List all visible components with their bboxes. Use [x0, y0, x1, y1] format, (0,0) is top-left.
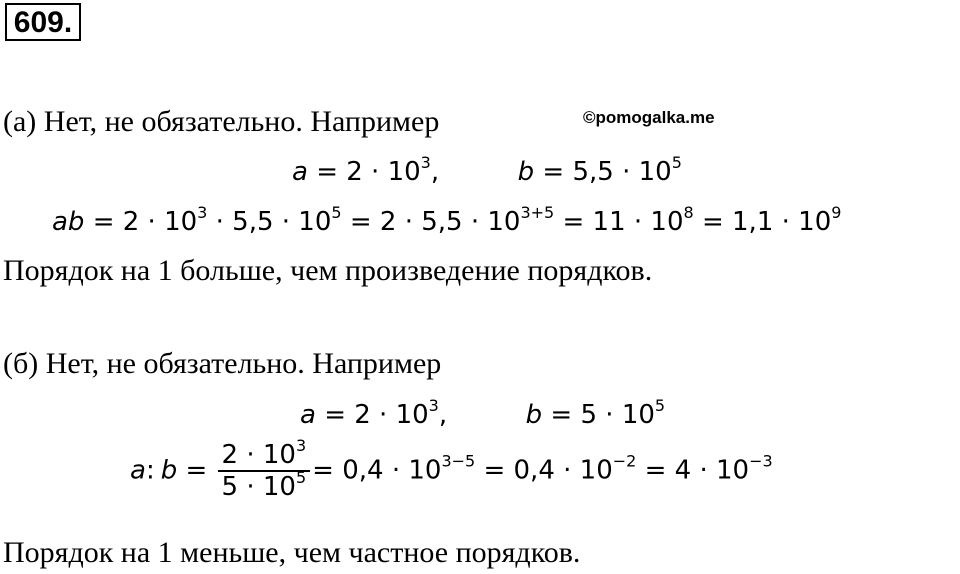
part-b-given-b-exponent: 5: [654, 396, 666, 415]
part-b-frac-num-exponent: 3: [295, 436, 307, 455]
part-b-fraction-denominator: [218, 470, 311, 502]
part-a-calc-exp-4: 8: [683, 203, 694, 222]
part-b-calc-exp-2: −2: [612, 451, 637, 471]
part-b-given: [300, 398, 665, 432]
part-a-conclusion: Порядок на 1 больше, чем произведение порядков.: [3, 254, 653, 287]
part-b-calc-step-2: = 0,4 · 10: [475, 455, 613, 486]
part-a-given-b-var: b: [517, 157, 535, 187]
part-b-calc-colon: :: [145, 455, 155, 486]
part-b-given-a-var: a: [300, 400, 316, 430]
part-b-frac-den-exponent: 5: [295, 468, 307, 487]
part-b-given-a-exponent: 3: [428, 396, 439, 415]
part-a-calc-exp-5: 9: [831, 203, 842, 222]
part-a-calc-exp-3: 3+5: [520, 203, 555, 222]
problem-number: 609.: [13, 6, 73, 39]
part-a-given-a-var: a: [292, 157, 308, 187]
part-b-given-a-value: = 2 · 10: [315, 400, 429, 430]
part-a-given: [292, 155, 682, 189]
part-a-calc-step-5: = 1,1 · 10: [693, 207, 832, 237]
part-b-calculation: [130, 436, 773, 502]
part-b-given-b-var: b: [525, 400, 543, 430]
part-a-calc-step-2: · 5,5 · 10: [207, 207, 332, 237]
part-b-calc-lhs-a: a: [130, 455, 146, 486]
part-b-calc-exp-1: 3−5: [441, 451, 476, 471]
part-b-fraction: [218, 436, 311, 502]
part-a-calc-step-1: = 2 · 10: [84, 207, 198, 237]
part-a-intro: (а) Нет, не обязательно. Например: [3, 105, 440, 138]
part-b-frac-den-text: 5 · 10: [221, 472, 296, 502]
part-a-given-a-value: = 2 · 10: [307, 157, 421, 187]
part-a-calculation: [52, 205, 841, 239]
part-b-fraction-numerator: [218, 436, 311, 470]
part-a-calc-step-4: = 11 · 10: [554, 207, 684, 237]
part-a-given-b-exponent: 5: [671, 153, 682, 172]
part-a-calc-step-3: = 2 · 5,5 · 10: [341, 207, 521, 237]
part-a-given-a-comma: ,: [430, 157, 440, 187]
part-b-frac-num-text: 2 · 10: [221, 440, 296, 470]
part-b-calc-step-3: = 4 · 10: [636, 455, 750, 486]
watermark: ©pomogalka.me: [583, 108, 715, 127]
part-b-given-b-value: = 5 · 10: [542, 400, 655, 430]
part-a-calc-var: ab: [52, 207, 85, 237]
part-a-calc-exp-1: 3: [197, 203, 208, 222]
part-b-calc-equals: =: [177, 455, 208, 486]
part-b-calc-lhs-b: b: [160, 455, 178, 486]
part-b-given-a-comma: ,: [438, 400, 448, 430]
part-a-calc-exp-2: 5: [331, 203, 342, 222]
part-b-calc-exp-3: −3: [749, 451, 773, 471]
part-b-conclusion: Порядок на 1 меньше, чем частное порядков.: [3, 536, 581, 569]
part-a-given-b-value: = 5,5 · 10: [534, 157, 672, 187]
part-b-intro: (б) Нет, не обязательно. Например: [3, 347, 442, 380]
part-b-calc-step-1: = 0,4 · 10: [312, 455, 442, 486]
part-a-given-a-exponent: 3: [420, 153, 431, 172]
problem-number-box: [5, 3, 81, 41]
